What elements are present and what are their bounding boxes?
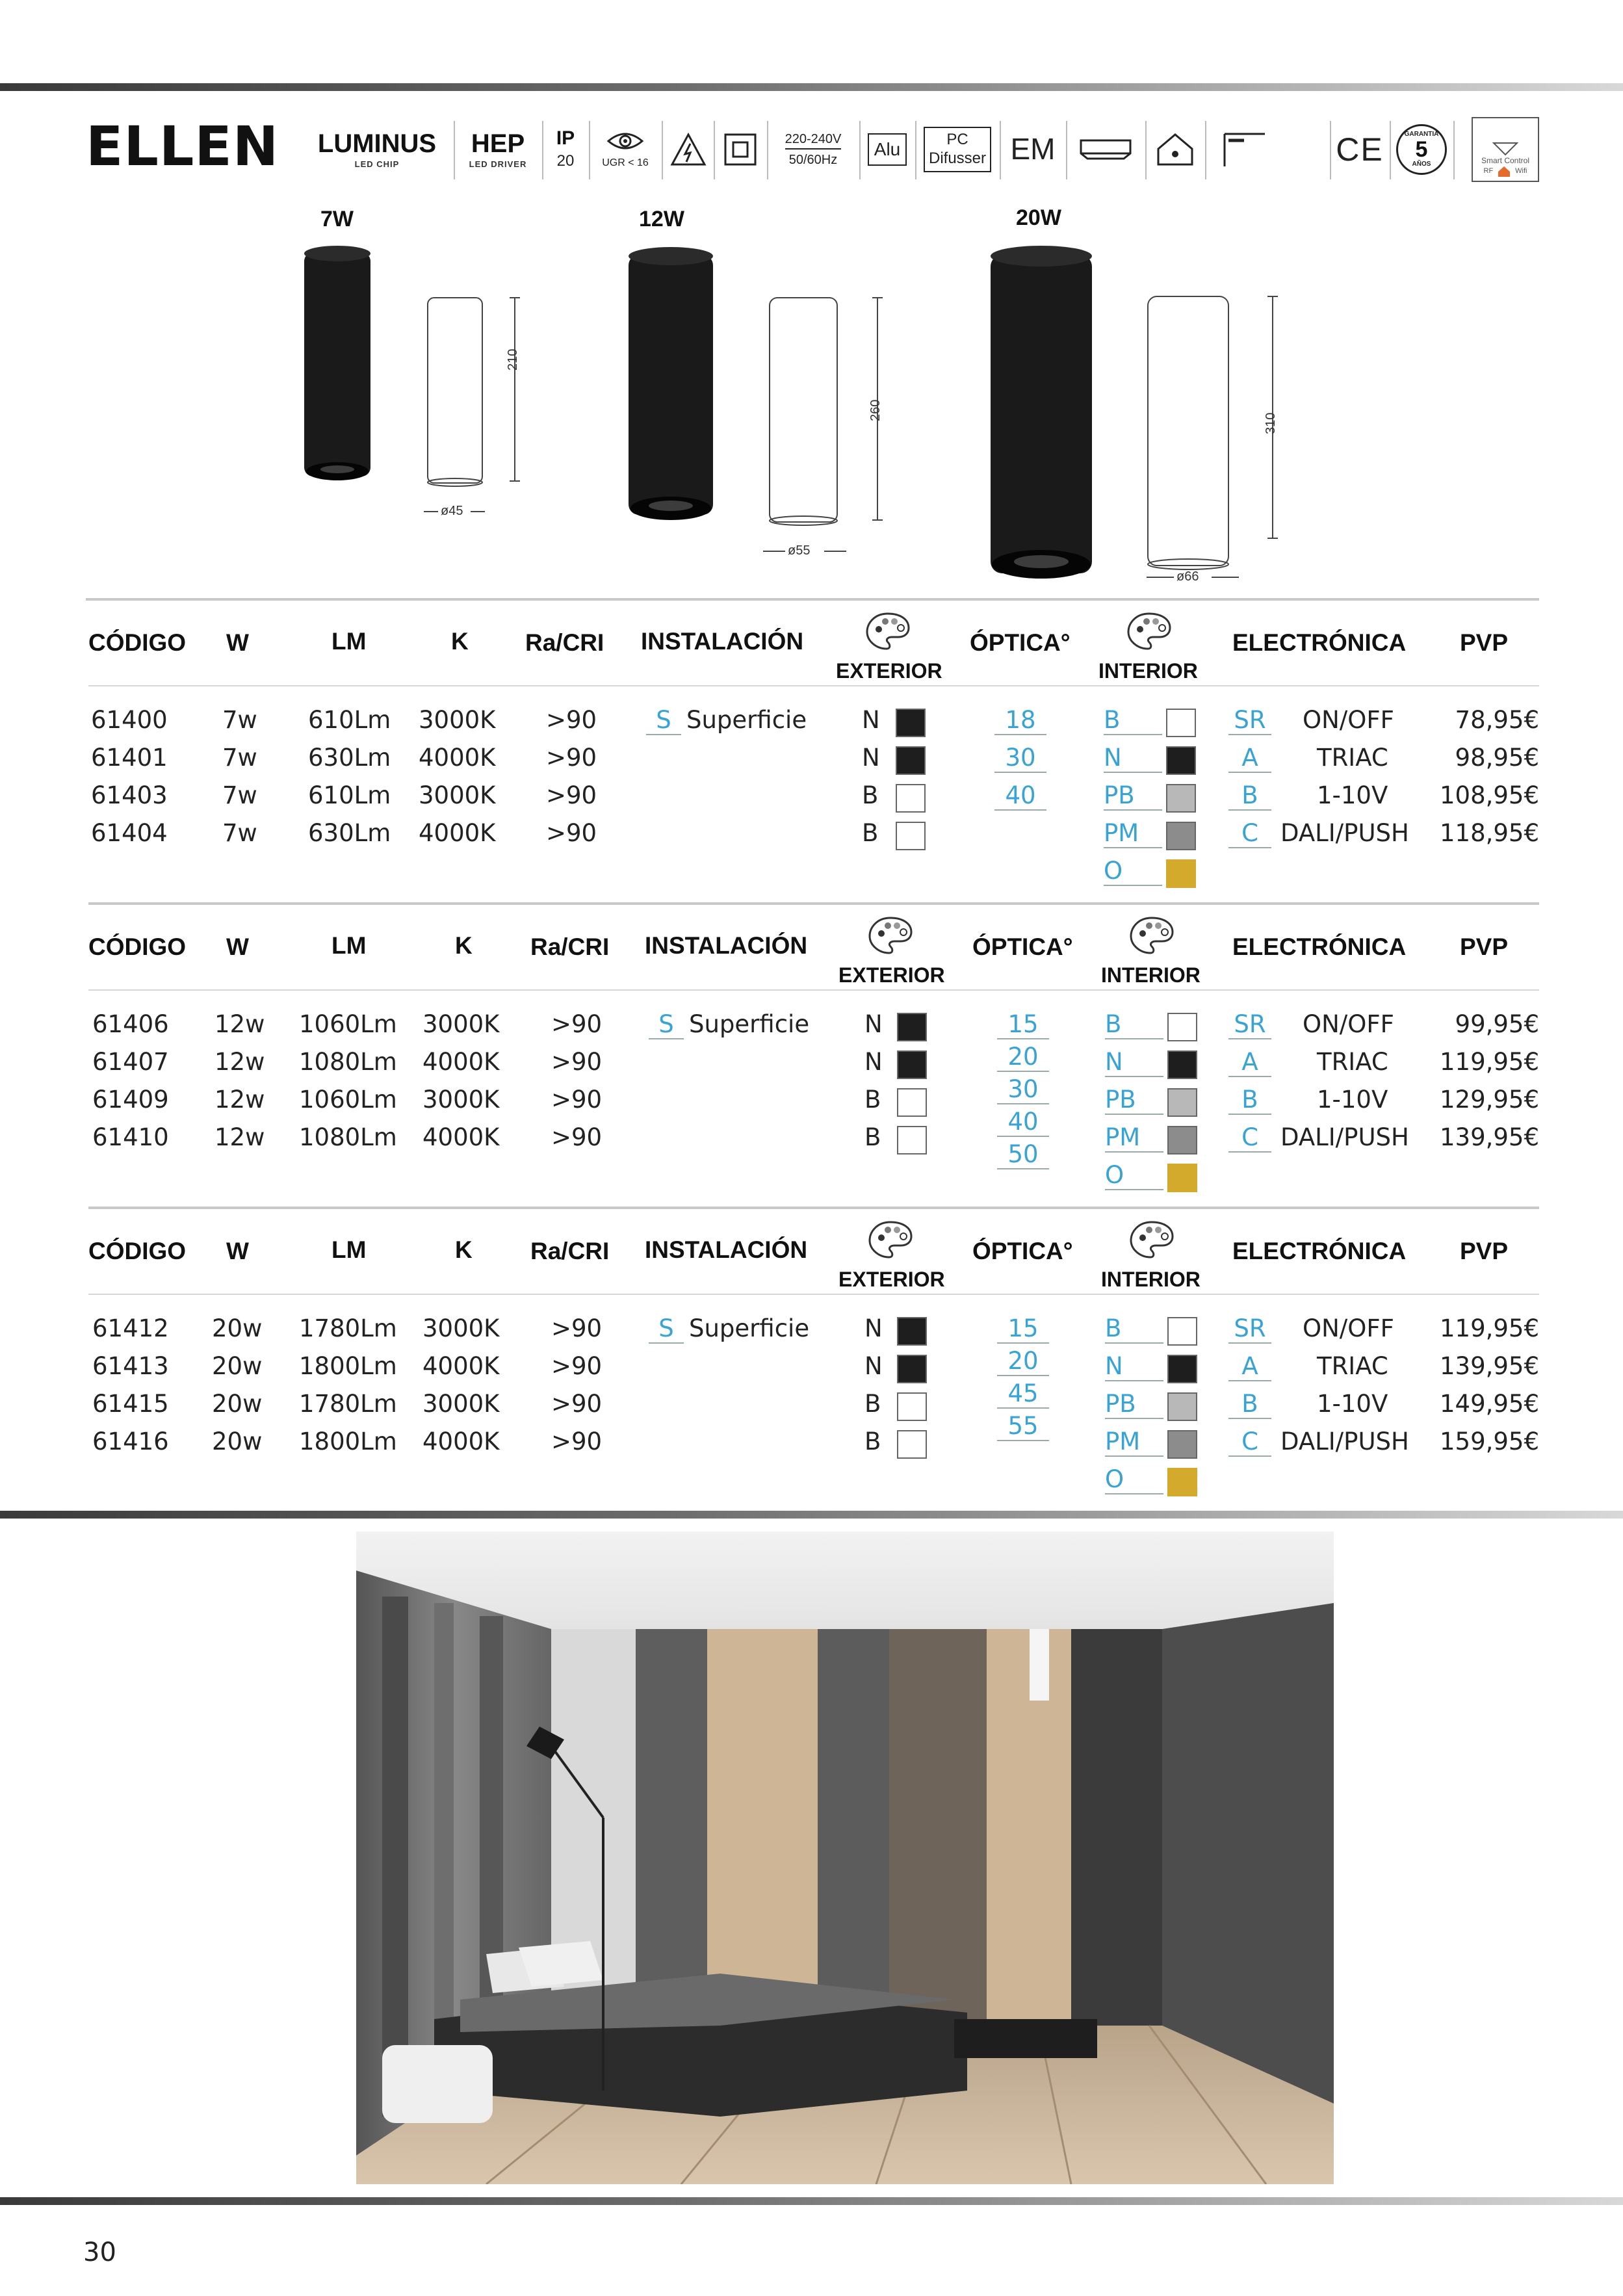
col-lm: LM [331, 628, 367, 655]
optic-angle: 30 [997, 1075, 1049, 1104]
ra-cell: >90 [546, 819, 597, 847]
electronics-label: TRIAC [1317, 1352, 1388, 1380]
electronics-code: C [1228, 1428, 1271, 1457]
col-exterior: EXTERIOR [836, 659, 942, 683]
color-swatch-black [897, 1317, 927, 1346]
electronics-label: DALI/PUSH [1280, 819, 1409, 847]
col-k: K [455, 1236, 473, 1263]
interior-code: O [1105, 1161, 1163, 1190]
installation-code: S [649, 1314, 684, 1344]
electronics-label: ON/OFF [1303, 706, 1394, 734]
price-cell: 119,95€ [1439, 1048, 1539, 1076]
icon-separator [1330, 121, 1331, 179]
color-swatch-black [897, 1013, 927, 1041]
color-swatch-black [1167, 1355, 1197, 1383]
price-cell: 159,95€ [1439, 1428, 1539, 1455]
palette-icon [1128, 1220, 1175, 1260]
color-swatch-black [897, 1050, 927, 1079]
lm-cell: 1780Lm [299, 1390, 397, 1418]
w-cell: 7w [222, 706, 257, 734]
ra-cell: >90 [551, 1086, 603, 1114]
smart-control-box: Smart Control RF Wifi [1472, 117, 1539, 182]
table-top-rule [88, 1207, 1539, 1209]
code-cell: 61409 [92, 1086, 169, 1114]
pc-diffuser [919, 116, 996, 183]
lm-cell: 1080Lm [299, 1123, 397, 1151]
optic-angle: 15 [997, 1314, 1049, 1344]
code-cell: 61404 [91, 819, 168, 847]
ra-cell: >90 [551, 1048, 603, 1076]
diameter-dimension-12w: ø55 [788, 543, 811, 558]
indoor-icon [1149, 116, 1201, 183]
code-cell: 61413 [92, 1352, 169, 1380]
optic-angle: 20 [997, 1043, 1049, 1072]
color-swatch-black [1166, 746, 1196, 775]
code-cell: 61403 [91, 781, 168, 809]
color-swatch-white [1167, 1013, 1197, 1041]
interior-code: B [1105, 1314, 1163, 1344]
lm-cell: 1780Lm [299, 1314, 397, 1342]
ra-cell: >90 [551, 1390, 603, 1418]
w-cell: 20w [212, 1314, 263, 1342]
palette-icon [864, 611, 911, 651]
color-swatch-black [896, 709, 926, 737]
hep-logo: HEP LED DRIVER [469, 129, 527, 169]
code-cell: 61407 [92, 1048, 169, 1076]
color-swatch-white [897, 1126, 927, 1155]
color-swatch-mid-grey [1167, 1126, 1197, 1155]
color-swatch-white [896, 822, 926, 850]
exterior-code: N [864, 1314, 883, 1342]
interior-code: PM [1104, 819, 1162, 848]
color-swatch-white [896, 784, 926, 813]
k-cell: 3000K [419, 781, 496, 809]
icon-separator [1453, 121, 1455, 179]
exterior-code: N [864, 1048, 883, 1076]
color-swatch-gold [1167, 1164, 1197, 1192]
ra-cell: >90 [546, 744, 597, 772]
ra-cell: >90 [551, 1010, 603, 1038]
k-cell: 3000K [422, 1390, 500, 1418]
col-pvp: PVP [1460, 933, 1509, 960]
col-w: W [226, 933, 249, 960]
code-cell: 61415 [92, 1390, 169, 1418]
electronics-code: C [1228, 1123, 1271, 1153]
installation-code: S [649, 1010, 684, 1039]
electronics-code: SR [1228, 706, 1271, 735]
w-cell: 20w [212, 1352, 263, 1380]
code-cell: 61400 [91, 706, 168, 734]
interior-code: O [1104, 857, 1162, 886]
col-interior: INTERIOR [1098, 659, 1198, 683]
color-swatch-white [897, 1430, 927, 1459]
ra-cell: >90 [551, 1428, 603, 1455]
w-cell: 20w [212, 1428, 263, 1455]
optic-angle: 15 [997, 1010, 1049, 1039]
ra-cell: >90 [551, 1352, 603, 1380]
col-interior: INTERIOR [1101, 963, 1201, 987]
ra-cell: >90 [551, 1123, 603, 1151]
price-cell: 118,95€ [1439, 819, 1539, 847]
pc-diffuser-box: PC Difusser [924, 127, 991, 172]
interior-code: N [1105, 1352, 1163, 1381]
palette-icon [1126, 611, 1173, 651]
exterior-code: B [862, 819, 879, 847]
table-header-1 [0, 611, 1623, 689]
price-cell: 129,95€ [1439, 1086, 1539, 1114]
col-lm: LM [331, 932, 367, 959]
table-top-rule [86, 598, 1539, 601]
col-optica: ÓPTICA° [970, 629, 1071, 656]
code-cell: 61410 [92, 1123, 169, 1151]
col-pvp: PVP [1460, 629, 1509, 656]
icon-separator [454, 121, 455, 179]
installation-label: Superficie [689, 1010, 810, 1038]
code-cell: 61406 [92, 1010, 169, 1038]
col-optica: ÓPTICA° [972, 933, 1073, 960]
code-cell: 61401 [91, 744, 168, 772]
electric-shock-icon [666, 116, 711, 183]
k-cell: 3000K [422, 1086, 500, 1114]
electronics-label: 1-10V [1317, 781, 1388, 809]
product-photo-7w [304, 246, 370, 480]
product-photo-20w [991, 246, 1092, 579]
price-cell: 139,95€ [1439, 1123, 1539, 1151]
aluminium-material: Alu [863, 116, 911, 183]
color-swatch-gold [1167, 1468, 1197, 1496]
triangle-icon [1492, 142, 1518, 156]
optic-angle: 18 [994, 706, 1046, 735]
palette-icon [867, 1220, 914, 1260]
mid-divider-bar [0, 1511, 1623, 1519]
code-cell: 61416 [92, 1428, 169, 1455]
interior-code: B [1104, 706, 1162, 735]
interior-code: PB [1104, 781, 1162, 811]
table-header-rule [88, 989, 1539, 991]
table-header-2 [0, 915, 1623, 993]
color-swatch-mid-grey [1167, 1430, 1197, 1459]
color-swatch-light-grey [1167, 1392, 1197, 1421]
height-dimension-7w: 210 [506, 348, 520, 371]
electronics-code: A [1228, 1352, 1271, 1381]
electronics-label: ON/OFF [1303, 1314, 1394, 1342]
installation-code: S [646, 706, 681, 735]
exterior-code: B [864, 1428, 881, 1455]
price-cell: 149,95€ [1439, 1390, 1539, 1418]
electronics-label: ON/OFF [1303, 1010, 1394, 1038]
installation-label: Superficie [689, 1314, 810, 1342]
color-swatch-black [1167, 1050, 1197, 1079]
exterior-code: N [862, 744, 880, 772]
diameter-dimension-7w: ø45 [441, 504, 463, 518]
icon-separator [542, 121, 543, 179]
color-swatch-gold [1166, 859, 1196, 888]
electronics-code: B [1228, 781, 1271, 811]
ra-cell: >90 [546, 706, 597, 734]
w-cell: 12w [214, 1123, 265, 1151]
col-optica: ÓPTICA° [972, 1238, 1073, 1264]
k-cell: 4000K [422, 1428, 500, 1455]
w-cell: 7w [222, 781, 257, 809]
col-electronica: ELECTRÓNICA [1232, 1238, 1407, 1264]
electronics-label: DALI/PUSH [1280, 1123, 1409, 1151]
electronics-label: DALI/PUSH [1280, 1428, 1409, 1455]
k-cell: 3000K [419, 706, 496, 734]
col-lm: LM [331, 1236, 367, 1263]
surface-mount-icon [1070, 116, 1141, 183]
product-wattage-label: 12W [639, 207, 684, 231]
color-swatch-black [897, 1355, 927, 1383]
table-header-rule [88, 685, 1539, 686]
product-wattage-label: 20W [1016, 205, 1061, 230]
w-cell: 20w [212, 1390, 263, 1418]
interior-code: N [1104, 744, 1162, 773]
smart-control-icon [1470, 116, 1540, 183]
k-cell: 3000K [422, 1010, 500, 1038]
ip-rating: IP 20 [556, 127, 575, 170]
electronics-label: TRIAC [1317, 1048, 1388, 1076]
table-header-3 [0, 1220, 1623, 1298]
ugr-rating: UGR < 16 [593, 116, 658, 183]
product-family-title: ELLEN [86, 114, 279, 178]
color-swatch-light-grey [1167, 1088, 1197, 1117]
electronics-label: 1-10V [1317, 1086, 1388, 1114]
dimension-drawing-20w [1147, 296, 1278, 577]
palette-icon [1128, 915, 1175, 956]
electronics-code: B [1228, 1390, 1271, 1419]
k-cell: 3000K [422, 1314, 500, 1342]
ceiling-icon [1209, 116, 1280, 183]
icon-separator [1390, 121, 1391, 179]
voltage-rating: 220-240V 50/60Hz [785, 132, 842, 167]
lm-cell: 1800Lm [299, 1428, 397, 1455]
lm-cell: 1060Lm [299, 1010, 397, 1038]
lm-cell: 610Lm [308, 781, 391, 809]
table-header-rule [88, 1294, 1539, 1295]
warranty-icon [1394, 116, 1449, 183]
warranty-seal: GARANTIA 5 AÑOS [1396, 124, 1447, 175]
installation-label: Superficie [686, 706, 807, 734]
optic-angle: 50 [997, 1140, 1049, 1169]
exterior-code: N [862, 706, 880, 734]
optic-angle: 40 [994, 781, 1046, 811]
exterior-code: B [864, 1390, 881, 1418]
lm-cell: 610Lm [308, 706, 391, 734]
k-cell: 4000K [422, 1352, 500, 1380]
icon-separator [1145, 121, 1147, 179]
w-cell: 7w [222, 744, 257, 772]
product-wattage-label: 7W [320, 207, 354, 231]
price-cell: 108,95€ [1439, 781, 1539, 809]
electronics-code: B [1228, 1086, 1271, 1115]
electronics-code: A [1228, 1048, 1271, 1077]
col-k: K [455, 932, 473, 959]
icon-separator [859, 121, 861, 179]
dimension-drawing-7w [424, 298, 520, 512]
home-icon [1497, 165, 1511, 178]
exterior-code: B [864, 1086, 881, 1114]
icon-separator [915, 121, 916, 179]
color-swatch-black [896, 746, 926, 775]
col-w: W [226, 629, 249, 656]
exterior-code: N [864, 1010, 883, 1038]
palette-icon [867, 915, 914, 956]
exterior-code: N [864, 1352, 883, 1380]
bedroom-ambient-photo [356, 1532, 1334, 2184]
w-cell: 7w [222, 819, 257, 847]
col-instalacion: INSTALACIÓN [645, 1236, 808, 1263]
ra-cell: >90 [551, 1314, 603, 1342]
electronics-label: 1-10V [1317, 1390, 1388, 1418]
lm-cell: 1800Lm [299, 1352, 397, 1380]
interior-code: N [1105, 1048, 1163, 1077]
color-swatch-white [897, 1392, 927, 1421]
icon-separator [1066, 121, 1067, 179]
w-cell: 12w [214, 1086, 265, 1114]
emergency-kit: EM [1010, 132, 1056, 166]
electronics-code: SR [1228, 1010, 1271, 1039]
col-exterior: EXTERIOR [838, 963, 945, 987]
electronics-label: TRIAC [1317, 744, 1388, 772]
k-cell: 4000K [422, 1048, 500, 1076]
height-dimension-12w: 260 [868, 399, 883, 421]
col-exterior: EXTERIOR [838, 1268, 945, 1291]
product-photo-12w [629, 247, 713, 520]
w-cell: 12w [214, 1048, 265, 1076]
optic-angle: 30 [994, 744, 1046, 773]
lm-cell: 630Lm [308, 744, 391, 772]
lm-cell: 630Lm [308, 819, 391, 847]
icon-separator [1205, 121, 1206, 179]
diameter-dimension-20w: ø66 [1176, 569, 1199, 584]
col-codigo: CÓDIGO [88, 1238, 187, 1264]
smart-control-row: RF Wifi [1484, 165, 1527, 178]
w-cell: 12w [214, 1010, 265, 1038]
color-swatch-mid-grey [1166, 822, 1196, 850]
col-ra: Ra/CRI [525, 629, 604, 656]
electronics-code: SR [1228, 1314, 1271, 1344]
col-electronica: ELECTRÓNICA [1232, 933, 1407, 960]
interior-code: B [1105, 1010, 1163, 1039]
optic-angle: 40 [997, 1108, 1049, 1137]
price-cell: 99,95€ [1455, 1010, 1539, 1038]
eye-icon [606, 129, 645, 153]
interior-code: O [1105, 1465, 1163, 1494]
col-w: W [226, 1238, 249, 1264]
icon-separator [662, 121, 663, 179]
col-ra: Ra/CRI [530, 933, 610, 960]
class-ii-icon [718, 116, 763, 183]
luminus-logo: LUMINUS LED CHIP [317, 129, 437, 169]
col-instalacion: INSTALACIÓN [645, 932, 808, 959]
price-cell: 98,95€ [1455, 744, 1539, 772]
product-drawings [286, 241, 1300, 592]
col-ra: Ra/CRI [530, 1238, 610, 1264]
top-divider-bar [0, 83, 1623, 91]
price-cell: 119,95€ [1439, 1314, 1539, 1342]
k-cell: 4000K [422, 1123, 500, 1151]
bottom-divider-bar [0, 2197, 1623, 2205]
exterior-code: B [862, 781, 879, 809]
interior-code: PB [1105, 1086, 1163, 1115]
lm-cell: 1080Lm [299, 1048, 397, 1076]
k-cell: 4000K [419, 744, 496, 772]
optic-angle: 55 [997, 1412, 1049, 1441]
color-swatch-white [1167, 1317, 1197, 1346]
col-k: K [451, 628, 469, 655]
lm-cell: 1060Lm [299, 1086, 397, 1114]
electronics-code: A [1228, 744, 1271, 773]
dimension-drawing-12w [763, 298, 883, 551]
ra-cell: >90 [546, 781, 597, 809]
col-codigo: CÓDIGO [88, 933, 187, 960]
icon-separator [1000, 121, 1001, 179]
electronics-code: C [1228, 819, 1271, 848]
icon-separator [714, 121, 715, 179]
col-electronica: ELECTRÓNICA [1232, 629, 1407, 656]
col-interior: INTERIOR [1101, 1268, 1201, 1291]
ce-mark-icon: CE [1336, 131, 1384, 168]
price-cell: 78,95€ [1455, 706, 1539, 734]
optic-angle: 45 [997, 1379, 1049, 1409]
color-swatch-white [1166, 709, 1196, 737]
k-cell: 4000K [419, 819, 496, 847]
exterior-code: B [864, 1123, 881, 1151]
interior-code: PM [1105, 1428, 1163, 1457]
icon-separator [767, 121, 768, 179]
color-swatch-light-grey [1166, 784, 1196, 813]
optic-angle: 20 [997, 1347, 1049, 1376]
col-codigo: CÓDIGO [88, 629, 187, 656]
price-cell: 139,95€ [1439, 1352, 1539, 1380]
interior-code: PB [1105, 1390, 1163, 1419]
code-cell: 61412 [92, 1314, 169, 1342]
height-dimension-20w: 310 [1264, 412, 1278, 434]
col-pvp: PVP [1460, 1238, 1509, 1264]
col-instalacion: INSTALACIÓN [641, 628, 804, 655]
page-number: 30 [83, 2237, 116, 2267]
table-top-rule [88, 902, 1539, 905]
icon-separator [589, 121, 590, 179]
color-swatch-white [897, 1088, 927, 1117]
interior-code: PM [1105, 1123, 1163, 1153]
